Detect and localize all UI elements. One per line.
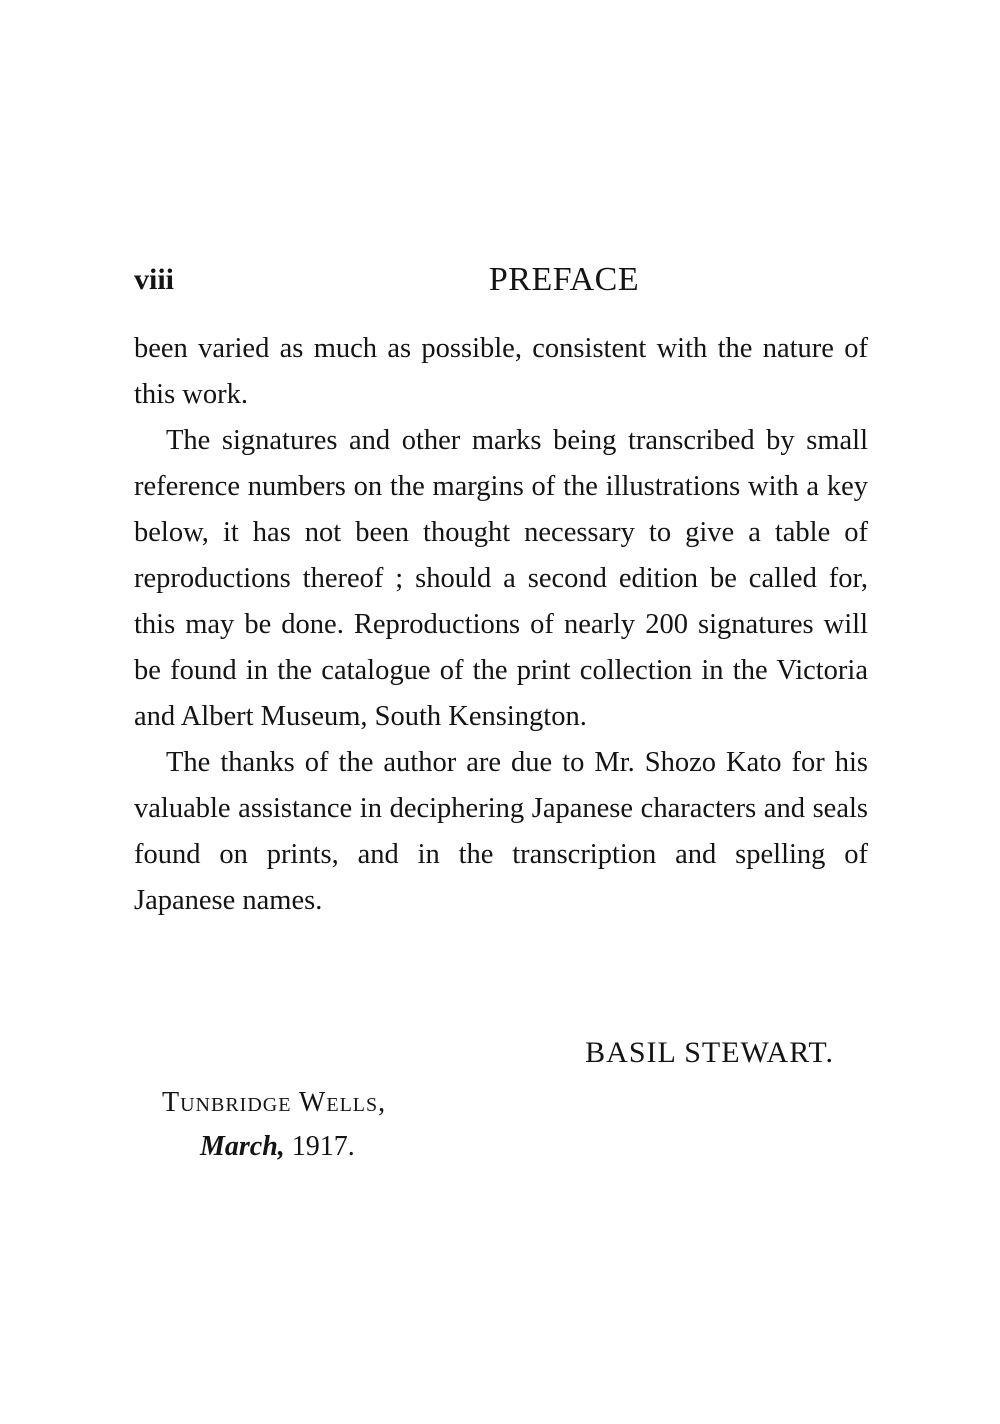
page-number: viii	[134, 263, 175, 296]
running-title: PREFACE	[488, 261, 640, 298]
date-month: March,	[200, 1131, 285, 1162]
paragraph-signatures: The signatures and other marks being transcribed by small reference numbers on the margins of the illustrations with a key below, it has not been thought necessary to give a table of reproductions thereof ; should a second edition be called for, this may be done. Reproductions of nearly 200 signatures will be found in the catalogue of the print collection in the Victoria and Albert Museum, South Kensington.	[134, 425, 868, 732]
author-signature: BASIL STEWART.	[585, 1036, 834, 1069]
paragraph-thanks: The thanks of the author are due to Mr. Shozo Kato for his valuable assistance in deciphering Japanese characters and seals found on prints, and in the transcription and spelling of Japanese names.	[134, 747, 868, 916]
paragraph-continuation: been varied as much as possible, consistent with the nature of this work.	[134, 333, 868, 410]
date-year: 1917.	[291, 1131, 355, 1162]
page-header	[134, 258, 868, 302]
place-line: Tunbridge Wells,	[162, 1087, 387, 1118]
date-line	[200, 1124, 355, 1170]
preface-body	[134, 326, 868, 924]
